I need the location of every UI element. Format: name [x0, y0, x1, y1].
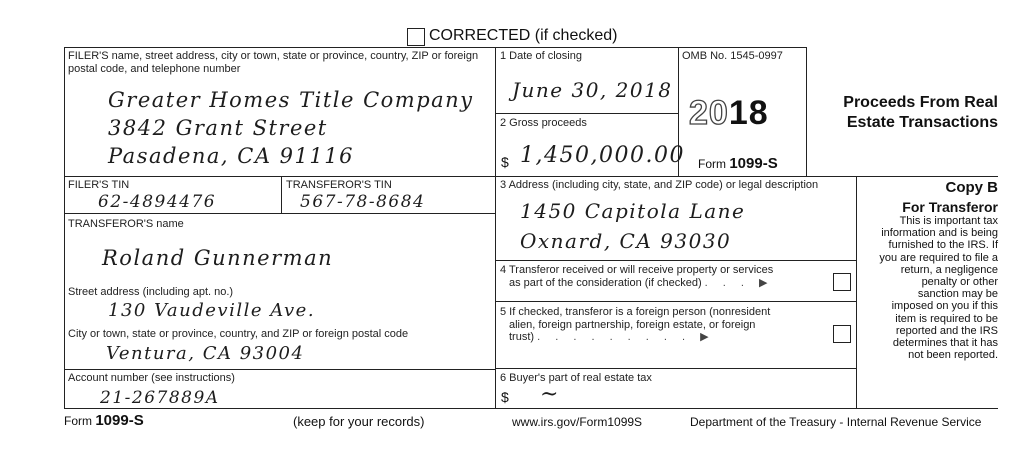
- gross-proceeds: 1,450,000.00: [520, 143, 685, 168]
- copy-notice-line: This is important tax: [899, 215, 998, 227]
- copy-notice-line: penalty or other: [921, 276, 998, 289]
- box5-label: 5 If checked, transferor is a foreign person (nonresident alien, foreign partnership, foreign estate, or foreign trust) . . . . . . . . . ▶: [500, 306, 771, 343]
- account-label: Account number (see instructions): [68, 372, 235, 384]
- buyer-real-estate-tax: ~: [540, 382, 560, 407]
- property-address-line1: 1450 Capitola Lane: [520, 199, 746, 223]
- box2-currency: $: [501, 154, 509, 170]
- copy-notice-line: return, a negligence: [900, 263, 998, 276]
- copy-notice-line: information and is being: [881, 227, 998, 240]
- transferor-street: 130 Vaudeville Ave.: [108, 300, 316, 321]
- corrected-label: CORRECTED (if checked): [429, 27, 618, 44]
- copy-notice-line: reported and the IRS: [895, 324, 998, 337]
- footer-url: www.irs.gov/Form1099S: [512, 415, 643, 429]
- box6-currency: $: [501, 389, 509, 405]
- transferor-name-label: TRANSFEROR'S name: [68, 218, 184, 230]
- box5-checkbox[interactable]: [833, 325, 851, 343]
- footer-form: Form 1099-S: [64, 412, 144, 429]
- tax-year: 2018: [689, 94, 769, 132]
- footer-keep: (keep for your records): [293, 414, 425, 429]
- copy-notice-line: sanction may be: [917, 288, 998, 301]
- filer-city: Pasadena, CA 91116: [108, 144, 354, 168]
- copy-notice-line: you are required to file a: [879, 251, 998, 264]
- copy-notice-line: determines that it has: [892, 337, 998, 350]
- city-label: City or town, state or province, country, and ZIP or foreign postal code: [68, 328, 409, 340]
- copy-notice-line: imposed on you if this: [891, 300, 998, 313]
- filer-street: 3842 Grant Street: [108, 116, 328, 140]
- box3-label: 3 Address (including city, state, and ZIP code) or legal description: [500, 179, 819, 191]
- omb-number: OMB No. 1545-0997: [682, 50, 783, 62]
- corrected-checkbox[interactable]: [407, 28, 425, 46]
- closing-date: June 30, 2018: [512, 78, 673, 102]
- form-number: Form 1099-S: [698, 155, 778, 172]
- filer-tin: 62-4894476: [98, 192, 217, 212]
- box4-label: 4 Transferor received or will receive property or services as part of the consideration (if checked) . . . ▶: [500, 264, 774, 289]
- copy-title: Copy B: [945, 179, 998, 196]
- footer-dept: Department of the Treasury - Internal Revenue Service: [690, 415, 982, 429]
- property-address-line2: Oxnard, CA 93030: [520, 229, 732, 253]
- box2-label: 2 Gross proceeds: [500, 117, 587, 129]
- transferor-tin-label: TRANSFEROR'S TIN: [286, 179, 392, 191]
- copy-notice-line: furnished to the IRS. If: [888, 239, 998, 252]
- box1-label: 1 Date of closing: [500, 50, 582, 62]
- form-title: Proceeds From Real Estate Transactions: [843, 94, 998, 131]
- account-number: 21-267889A: [100, 388, 220, 408]
- copy-notice-line: not been reported.: [908, 349, 998, 362]
- transferor-name: Roland Gunnerman: [102, 246, 334, 270]
- copy-b-panel: [860, 179, 998, 361]
- copy-subtitle: For Transferor: [902, 199, 998, 215]
- box4-checkbox[interactable]: [833, 273, 851, 291]
- transferor-city: Ventura, CA 93004: [106, 343, 305, 364]
- filer-name: Greater Homes Title Company: [108, 88, 474, 112]
- filer-tin-label: FILER'S TIN: [68, 179, 130, 191]
- copy-notice-line: item is required to be: [895, 312, 998, 325]
- transferor-tin: 567-78-8684: [300, 192, 426, 212]
- copy-notice: [860, 215, 998, 361]
- filer-label: FILER'S name, street address, city or town, state or province, country, ZIP or foreign postal code, and telephone number: [68, 50, 479, 75]
- box6-label: 6 Buyer's part of real estate tax: [500, 372, 652, 384]
- street-label: Street address (including apt. no.): [68, 286, 234, 298]
